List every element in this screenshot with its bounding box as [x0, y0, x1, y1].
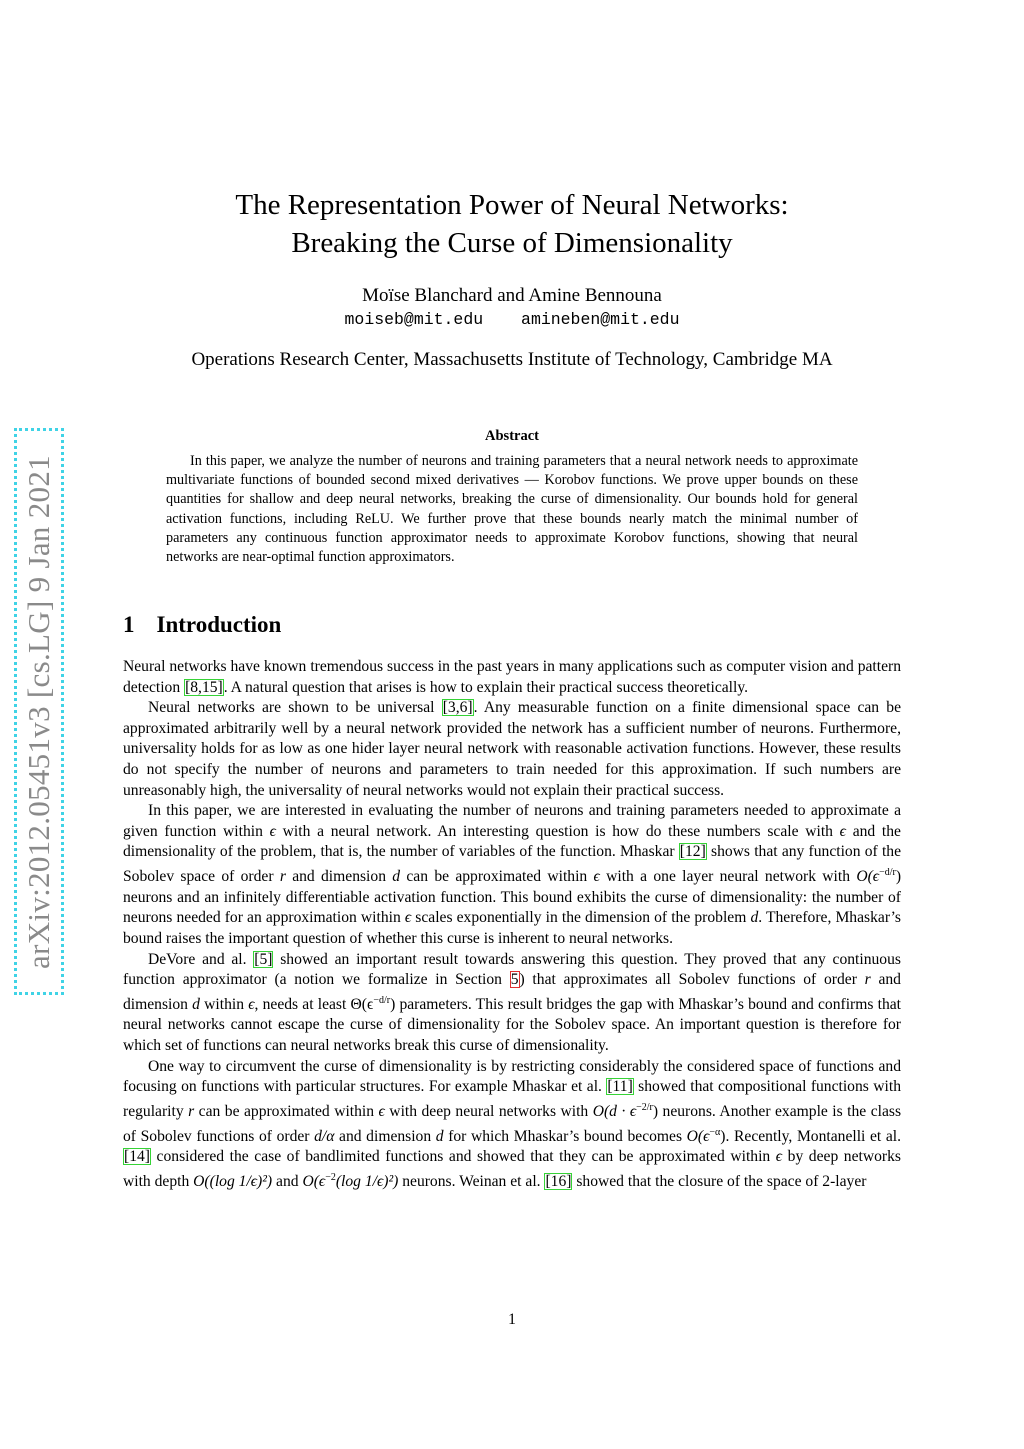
paper-title-line-1: The Representation Power of Neural Networks: [235, 189, 789, 221]
abstract-text: In this paper, we analyze the number of neurons and training parameters that a neural network needs to approximate multivariate functions of bounded second mixed derivatives — Korobov functions. We prove upper bounds on these quantities for shallow and deep neural networks, breaking the curse of dimensionality. Our bounds hold for general activation functions, including ReLU. We further prove that these bounds nearly match the minimal number of parameters any continuous function approximator needs to approximate Korobov functions, showing that neural networks are near-optimal function approximators. [166, 453, 858, 566]
citation-link[interactable]: [16] [545, 1173, 572, 1191]
paragraph-2: Neural networks are shown to be universal [3,6]. Any measurable function on a finite dimensional space can be approximated arbitrarily well by a neural network provided the network has a sufficient number of neurons. Furthermore, universality holds for as low as one hider layer neural network with reasonable activation functions. However, these results do not specify the number of neurons and parameters to train needed for this approximation. If such numbers are unreasonably high, the universality of neural networks would not explain their practical success. [123, 699, 901, 799]
author-emails [0, 309, 1024, 331]
section-heading-introduction [123, 612, 281, 638]
math-expression: O((log 1/ϵ)²) [193, 1173, 273, 1191]
affiliation: Operations Research Center, Massachusetts Institute of Technology, Cambridge MA [191, 349, 833, 370]
math-expression: $\Theta(\epsilon^{-d/r})$ [350, 994, 396, 1013]
paper-title [0, 186, 1024, 262]
page-number: 1 [508, 1311, 516, 1328]
email-amineben[interactable]: amineben@mit.edu [521, 310, 680, 329]
math-expression: $O(\epsilon^{-2}(\log$ 1/ϵ)²) [302, 1172, 399, 1191]
abstract-heading: Abstract [485, 428, 539, 444]
citation-link[interactable]: [11] [607, 1078, 633, 1096]
math-expression: $O(d \cdot \epsilon^{-2/r})$ [592, 1101, 659, 1121]
paragraph-3: In this paper, we are interested in evaluating the number of neurons and training parameters needed to approximate a given function within ϵ with a neural network. An interesting question is how do these numbers scale with ϵ and the dimensionality of the problem, that is, the number of variables of the function. Mhaskar [12] shows that any function of the Sobolev space of order r and dimension d can be approximated within ϵ with a one layer neural network with $O(\epsilon^{-d/r})$ neurons and an infinitely differentiable activation function. This bound exhibits the curse of dimensionality: the number of neurons needed for an approximation within ϵ scales exponentially in the dimension of the problem d. Therefore, Mhaskar’s bound raises the important question of whether this curse is inherent to neural networks. [123, 802, 902, 947]
citation-link[interactable]: [3,6] [442, 699, 473, 717]
section-number: 1 [123, 612, 135, 637]
paragraph-1: Neural networks have known tremendous success in the past years in many applications such as computer vision and pattern detection [8,15]. A natural question that arises is how to explain their practical success theoretically. [123, 658, 901, 696]
citation-link[interactable]: [5] [254, 950, 273, 968]
arxiv-identifier-stamp[interactable] [14, 428, 64, 995]
citation-link[interactable]: [12] [679, 843, 706, 861]
math-expression: $O(\epsilon^{-\alpha})$ [686, 1126, 726, 1145]
arxiv-identifier-text: arXiv:2012.05451v3 [cs.LG] 9 Jan 2021 [21, 454, 56, 969]
citation-link[interactable]: [14] [124, 1148, 150, 1166]
introduction-body [123, 657, 901, 1193]
paper-title-line-2: Breaking the Curse of Dimensionality [291, 227, 733, 259]
citation-link[interactable]: [8,15] [185, 678, 223, 696]
math-expression: $O(\epsilon^{-d/r})$ [856, 866, 902, 886]
paragraph-4: DeVore and al. [5] showed an important result towards answering this question. They proved that any continuous function approximator (a notion we formalize in Section 5) that approximates all Sobolev functions of order r and dimension d within ϵ, needs at least $\Theta(\epsilon^{-d/r})$ parameters. This result bridges the gap with Mhaskar’s bound and confirms that neural networks cannot escape the curse of dimensionality for the Sobolev space. An important question is therefore for which set of functions can neural networks break this curse of dimensionality. [123, 950, 902, 1055]
section-title: Introduction [156, 612, 282, 637]
section-reference-link[interactable]: 5 [510, 971, 519, 989]
authors: Moïse Blanchard and Amine Bennouna [362, 285, 662, 306]
email-moiseb[interactable]: moiseb@mit.edu [344, 310, 484, 329]
paragraph-5: One way to circumvent the curse of dimensionality is by restricting considerably the considered space of functions and focusing on functions with particular structures. For example Mhaskar et al. [11] showed that compositional functions with regularity r can be approximated within ϵ with deep neural networks with $O(d \cdot \epsilon^{-2/r})$ neurons. Another example is the class of Sobolev functions of order d/α and dimension d for which Mhaskar’s bound becomes $O(\epsilon^{-\alpha})$. Recently, Montanelli et al. [14] considered the case of bandlimited functions and showed that they can be approximated within ϵ by deep networks with depth O((log 1/ϵ)²) and $O(\epsilon^{-2}(\log$ 1/ϵ)²) neurons. Weinan et al. [16] showed that the closure of the space of 2-layer [123, 1057, 902, 1191]
